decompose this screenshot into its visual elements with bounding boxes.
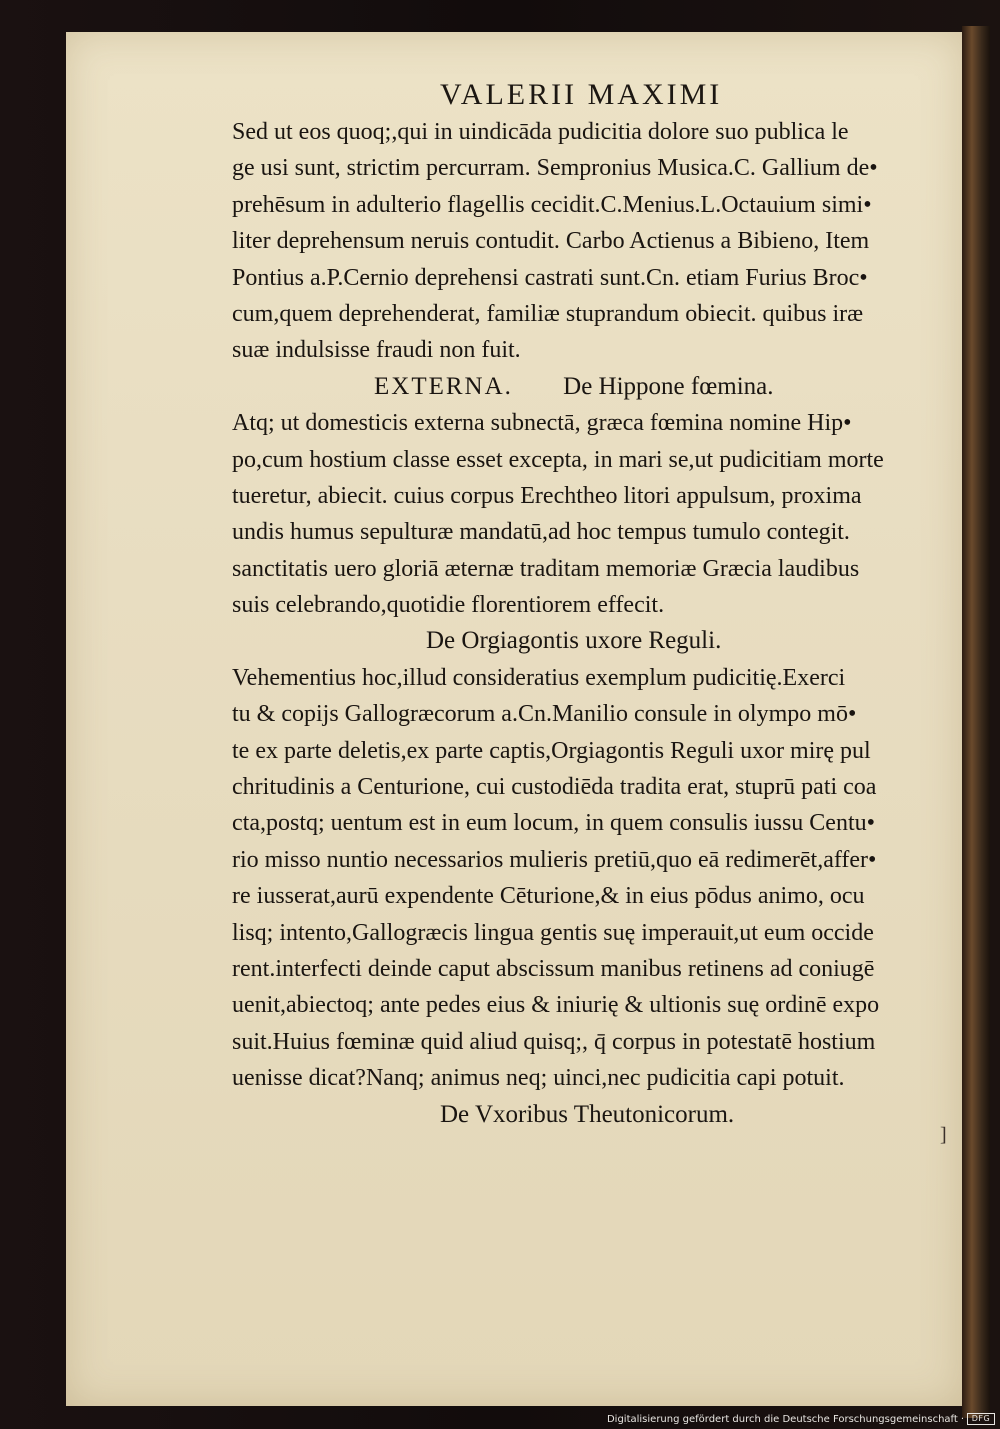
footer-credit-text: Digitalisierung gefördert durch die Deutsche Forschungsgemeinschaft bbox=[606, 1413, 958, 1425]
text-line: tu & copijs Gallogræcorum a.Cn.Manilio consule in olympo mō• bbox=[232, 701, 857, 728]
text-line: tueretur, abiecit. cuius corpus Erechtheo litori appulsum, proxima bbox=[232, 482, 862, 509]
text-line: re iusserat,aurū expendente Cēturione,& in eius pōdus animo, ocu bbox=[232, 883, 865, 910]
book-fore-edge bbox=[962, 26, 990, 1418]
text-line: Sed ut eos quoq;,qui in uindicāda pudicitia dolore suo publica le bbox=[232, 119, 849, 145]
text-line: te ex parte deletis,ex parte captis,Orgiagontis Reguli uxor mirę pul bbox=[232, 737, 871, 764]
text-line: Pontius a.P.Cernio deprehensi castrati sunt.Cn. etiam Furius Broc• bbox=[232, 264, 868, 291]
text-line: prehēsum in adulterio flagellis cecidit.C.Menius.L.Octauium simi• bbox=[232, 191, 872, 218]
dfg-logo-icon: DFG bbox=[967, 1413, 995, 1425]
text-line: lisq; intento,Gallogræcis lingua gentis suę imperauit,ut eum occide bbox=[232, 919, 874, 946]
text-line: suit.Huius fœminæ quid aliud quisq;, q̄ corpus in potestatē hostium bbox=[232, 1028, 876, 1055]
text-line: uenisse dicat?Nanq; animus neq; uinci,nec pudicitia capi potuit. bbox=[232, 1065, 845, 1092]
text-line: Vehementius hoc,illud consideratius exemplum pudicitię.Exerci bbox=[232, 664, 846, 691]
section-heading-orgiagon bbox=[232, 623, 952, 659]
footer-separator: · bbox=[960, 1413, 964, 1425]
text-line: liter deprehensum neruis contudit. Carbo Actienus a Bibieno, Item bbox=[232, 228, 870, 255]
text-line: sanctitatis uero gloriā æternæ traditam memoriæ Græcia laudibus bbox=[232, 555, 860, 582]
externa-label: EXTERNA. bbox=[374, 372, 513, 400]
section-heading-externa bbox=[232, 369, 952, 405]
text-line: suæ indulsisse fraudi non fuit. bbox=[232, 337, 521, 364]
running-head: VALERII MAXIMI bbox=[440, 78, 723, 111]
text-line: cta,postq; uentum est in eum locum, in quem consulis iussu Centu• bbox=[232, 810, 876, 837]
text-line: ge usi sunt, strictim percurram. Sempronius Musica.C. Gallium de• bbox=[232, 155, 878, 182]
text-line: rent.interfecti deinde caput abscissum manibus retinens ad coniugē bbox=[232, 955, 875, 982]
text-line: uenit,abiectoq; ante pedes eius & iniurię & ultionis suę ordinē expo bbox=[232, 992, 880, 1019]
theutonicorum-heading: De Vxoribus Theutonicorum. bbox=[440, 1100, 735, 1128]
text-line: po,cum hostium classe esset excepta, in mari se,ut pudicitiam morte bbox=[232, 446, 884, 473]
margin-bracket-mark: ] bbox=[940, 1124, 947, 1146]
digitization-footer bbox=[605, 1411, 995, 1427]
text-line: undis humus sepulturæ mandatū,ad hoc tempus tumulo contegit. bbox=[232, 519, 850, 546]
text-line: cum,quem deprehenderat, familiæ stuprandum obiecit. quibus iræ bbox=[232, 300, 864, 327]
section-heading-theutonicorum bbox=[232, 1097, 952, 1133]
text-block bbox=[232, 114, 952, 1133]
text-line: chritudinis a Centurione, cui custodiēda tradita erat, stuprū pati coa bbox=[232, 774, 877, 801]
externa-title: De Hippone fœmina. bbox=[563, 372, 774, 400]
text-line: rio misso nuntio necessarios mulieris pretiū,quo eā redimerēt,affer• bbox=[232, 846, 877, 873]
text-line: suis celebrando,quotidie florentiorem effecit. bbox=[232, 592, 665, 619]
text-line: Atq; ut domesticis externa subnectā, græca fœmina nomine Hip• bbox=[232, 410, 852, 437]
orgiagon-heading: De Orgiagontis uxore Reguli. bbox=[426, 627, 722, 655]
